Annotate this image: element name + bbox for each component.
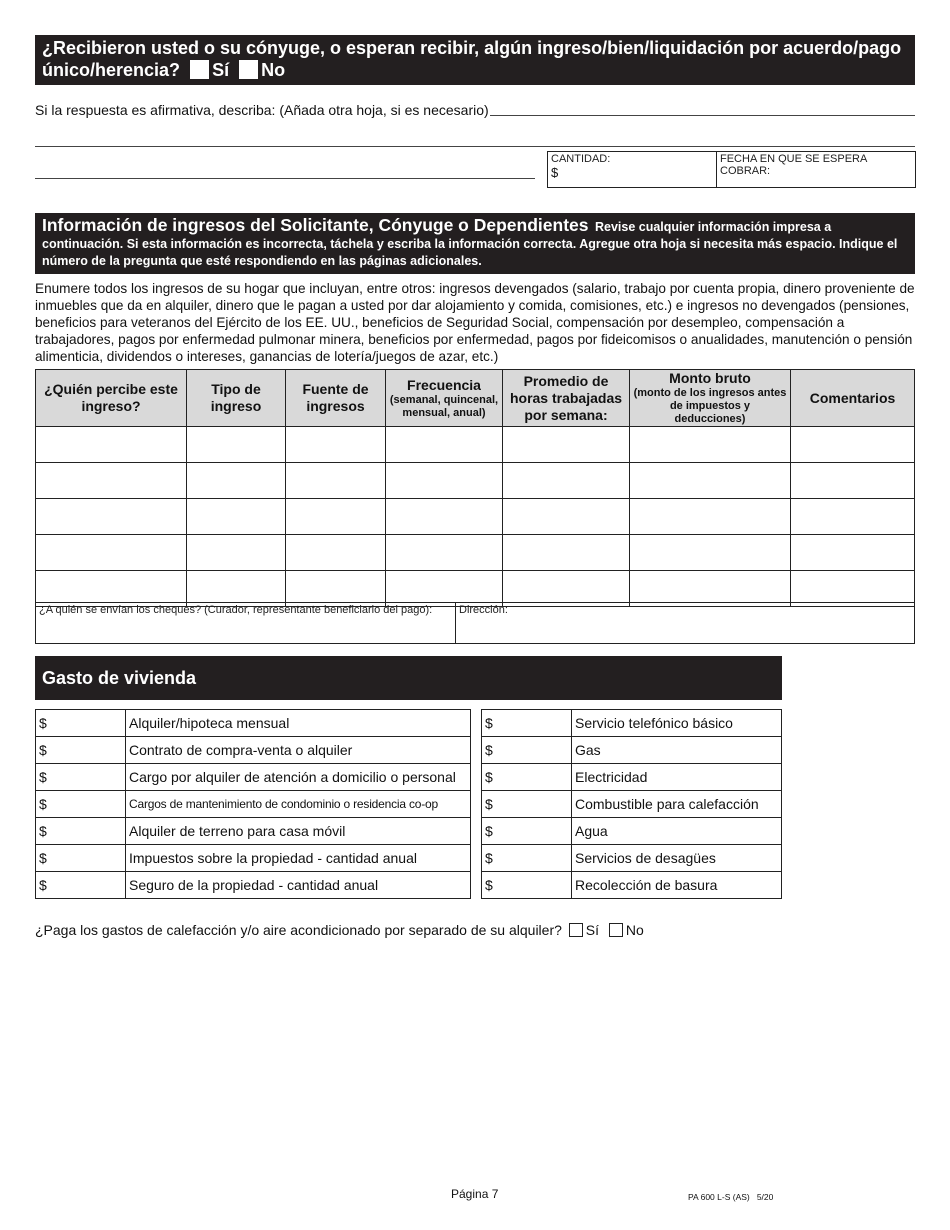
income-section-header	[35, 213, 915, 274]
collect-date-label: FECHA EN QUE SE ESPERA COBRAR:	[720, 153, 867, 177]
housing-right-table	[481, 709, 782, 899]
cell[interactable]	[286, 463, 386, 499]
table-row	[36, 535, 915, 571]
cell[interactable]	[503, 463, 630, 499]
income-table	[35, 369, 915, 607]
col-gross	[630, 370, 791, 427]
housing-amount-field[interactable]: $	[36, 791, 126, 818]
cell[interactable]	[791, 463, 915, 499]
housing-row	[482, 737, 782, 764]
address-box[interactable]	[455, 602, 915, 644]
housing-expense-label: Servicio telefónico básico	[572, 710, 782, 737]
housing-expense-label: Impuestos sobre la propiedad - cantidad anual	[126, 845, 471, 872]
housing-expense-label: Electricidad	[572, 764, 782, 791]
cell[interactable]	[286, 535, 386, 571]
housing-row	[36, 764, 471, 791]
income-instructions: Enumere todos los ingresos de su hogar que incluyan, entre otros: ingresos devengados (salario, trabajo por cuenta propia, dinero proveniente de inmuebles que da en alquiler, dinero que le pagan a usted por dar alojamiento y comida, comisiones, etc.) e ingresos no devengados (pensiones, beneficios para veteranos del Ejército de los EE. UU., beneficios de Seguridad Social, compensación por desempleo, compensación a trabajadores, pagos por enfermedad pulmonar minera, beneficios por enfermedad, pagos por fideicomisos o anualidades, manutención o pensión alimenticia, dividendos o intereses, ganancias de lotería/juegos de azar, etc.)	[35, 281, 915, 364]
housing-amount-field[interactable]: $	[36, 872, 126, 899]
payee-box[interactable]	[35, 602, 456, 644]
describe-line-2[interactable]	[35, 146, 915, 147]
settlement-no-label: No	[261, 60, 286, 80]
settlement-no-checkbox[interactable]	[239, 60, 258, 79]
col-type: Tipo de ingreso	[187, 370, 286, 427]
housing-amount-field[interactable]: $	[36, 818, 126, 845]
housing-row	[482, 845, 782, 872]
cell[interactable]	[36, 499, 187, 535]
housing-expense-label: Contrato de compra-venta o alquiler	[126, 737, 471, 764]
amount-label: CANTIDAD:	[551, 153, 611, 165]
housing-expense-label: Alquiler de terreno para casa móvil	[126, 818, 471, 845]
cell[interactable]	[286, 427, 386, 463]
housing-row	[36, 872, 471, 899]
housing-expense-label: Cargo por alquiler de atención a domicilio o personal	[126, 764, 471, 791]
describe-line-1[interactable]	[490, 115, 915, 116]
housing-amount-field[interactable]: $	[36, 737, 126, 764]
housing-title: Gasto de vivienda	[42, 668, 197, 688]
housing-amount-field[interactable]: $	[482, 764, 572, 791]
cell[interactable]	[630, 535, 791, 571]
cell[interactable]	[503, 535, 630, 571]
cell[interactable]	[187, 427, 286, 463]
settlement-question: ¿Recibieron usted o su cónyuge, o esperan recibir, algún ingreso/bien/liquidación por acuerdo/pago único/herencia?	[42, 38, 902, 80]
housing-amount-field[interactable]: $	[482, 845, 572, 872]
cell[interactable]	[286, 499, 386, 535]
cell[interactable]	[791, 535, 915, 571]
table-row	[36, 427, 915, 463]
housing-expense-label: Agua	[572, 818, 782, 845]
cell[interactable]	[630, 463, 791, 499]
cell[interactable]	[386, 463, 503, 499]
cell[interactable]	[187, 535, 286, 571]
col-source: Fuente de ingresos	[286, 370, 386, 427]
housing-expense-label: Servicios de desagües	[572, 845, 782, 872]
cell[interactable]	[791, 427, 915, 463]
housing-amount-field[interactable]: $	[36, 764, 126, 791]
col-frequency	[386, 370, 503, 427]
housing-row	[36, 818, 471, 845]
amount-box[interactable]	[547, 151, 717, 188]
housing-expense-label: Gas	[572, 737, 782, 764]
housing-left-table	[35, 709, 471, 899]
describe-label: Si la respuesta es afirmativa, describa: (Añada otra hoja, si es necesario)	[35, 102, 489, 118]
housing-expense-label: Cargos de mantenimiento de condominio o residencia co-op	[126, 791, 471, 818]
col-gross-label: Monto bruto	[669, 370, 751, 386]
heating-question-row	[35, 922, 644, 938]
settlement-yes-label: Sí	[212, 60, 230, 80]
housing-section-header	[35, 656, 782, 700]
housing-amount-field[interactable]: $	[482, 872, 572, 899]
heating-no-label: No	[625, 922, 644, 938]
heating-yes-checkbox[interactable]	[569, 923, 583, 937]
cell[interactable]	[187, 499, 286, 535]
income-subtitle: Revise cualquier información impresa a continuación. Si esta información es incorrecta, táchela y escriba la información correcta. Agregue otra hoja si necesita más espacio. Indique el número de la pregunta que esté respondiendo en las páginas adicionales.	[42, 220, 898, 268]
cell[interactable]	[386, 427, 503, 463]
housing-amount-field[interactable]: $	[482, 737, 572, 764]
housing-row	[482, 818, 782, 845]
amount-prefix: $	[551, 165, 559, 180]
housing-amount-field[interactable]: $	[482, 818, 572, 845]
housing-row	[482, 872, 782, 899]
cell[interactable]	[630, 499, 791, 535]
housing-amount-field[interactable]: $	[36, 710, 126, 737]
cell[interactable]	[630, 427, 791, 463]
cell[interactable]	[503, 499, 630, 535]
collect-date-box[interactable]	[716, 151, 916, 188]
housing-row	[36, 710, 471, 737]
table-row	[36, 499, 915, 535]
heating-no-checkbox[interactable]	[609, 923, 623, 937]
cell[interactable]	[36, 535, 187, 571]
describe-line-3[interactable]	[35, 178, 535, 179]
cell[interactable]	[386, 535, 503, 571]
cell[interactable]	[503, 427, 630, 463]
housing-row	[36, 791, 471, 818]
cell[interactable]	[187, 463, 286, 499]
housing-row	[36, 845, 471, 872]
settlement-question-bar	[35, 35, 915, 85]
col-hours: Promedio de horas trabajadas por semana:	[503, 370, 630, 427]
heating-question: ¿Paga los gastos de calefacción y/o aire acondicionado por separado de su alquiler?	[35, 922, 562, 938]
col-comments: Comentarios	[791, 370, 915, 427]
housing-row	[482, 764, 782, 791]
payee-label: ¿A quién se envían los cheques? (Curador, representante beneficiario del pago):	[39, 604, 433, 616]
housing-amount-field[interactable]: $	[482, 710, 572, 737]
cell[interactable]	[791, 499, 915, 535]
col-frequency-note: (semanal, quincenal, mensual, anual)	[389, 393, 499, 419]
housing-expense-label: Alquiler/hipoteca mensual	[126, 710, 471, 737]
housing-expense-label: Recolección de basura	[572, 872, 782, 899]
address-label: Dirección:	[459, 604, 508, 616]
housing-expense-label: Combustible para calefacción	[572, 791, 782, 818]
cell[interactable]	[36, 427, 187, 463]
cell[interactable]	[36, 463, 187, 499]
housing-row	[482, 710, 782, 737]
table-row	[36, 463, 915, 499]
housing-expense-label: Seguro de la propiedad - cantidad anual	[126, 872, 471, 899]
housing-amount-field[interactable]: $	[482, 791, 572, 818]
cell[interactable]	[386, 499, 503, 535]
housing-amount-field[interactable]: $	[36, 845, 126, 872]
page-number: Página 7	[451, 1187, 499, 1201]
form-id: PA 600 L-S (AS) 5/20	[688, 1192, 774, 1202]
housing-row	[36, 737, 471, 764]
col-gross-note: (monto de los ingresos antes de impuestos y deducciones)	[633, 387, 787, 425]
housing-row	[482, 791, 782, 818]
col-who: ¿Quién percibe este ingreso?	[36, 370, 187, 427]
settlement-yes-checkbox[interactable]	[190, 60, 209, 79]
col-frequency-label: Frecuencia	[407, 376, 481, 393]
heating-yes-label: Sí	[585, 922, 600, 938]
income-title: Información de ingresos del Solicitante, Cónyuge o Dependientes	[42, 215, 589, 235]
